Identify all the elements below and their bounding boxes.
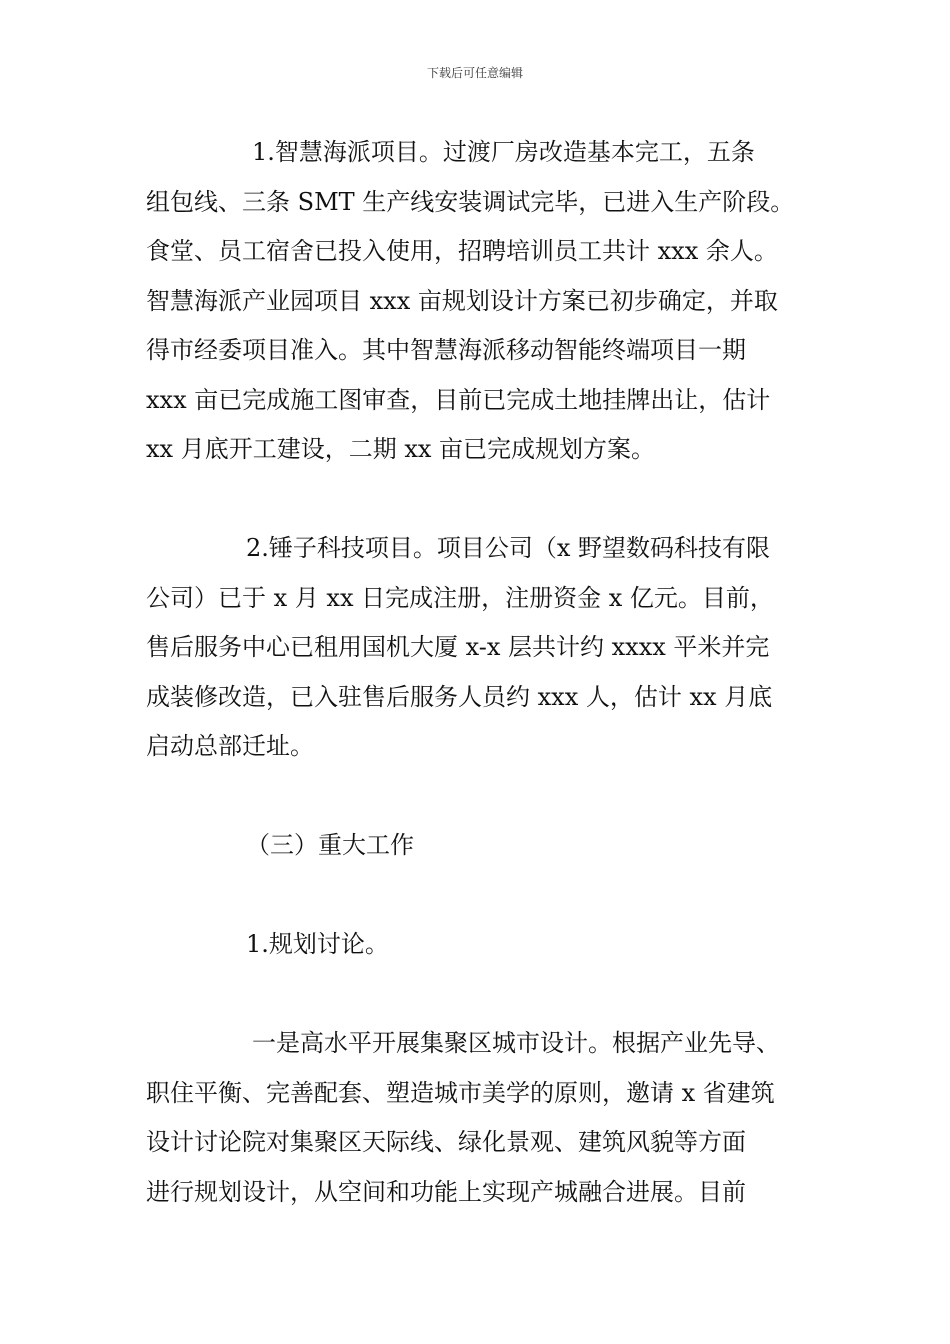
text-line: （三）重大工作 bbox=[246, 831, 414, 859]
page-header: 下载后可任意编辑 bbox=[426, 66, 523, 80]
text-line: 1.规划讨论。 bbox=[246, 930, 389, 958]
text-line: 1.智慧海派项目。过渡厂房改造基本完工，五条 bbox=[252, 138, 755, 166]
text-line: xxx 亩已完成施工图审查，目前已完成土地挂牌出让，估计 bbox=[146, 385, 771, 414]
text-line: 设计讨论院对集聚区天际线、绿化景观、建筑风貌等方面 bbox=[146, 1128, 746, 1156]
text-line: 一是高水平开展集聚区城市设计。根据产业先导、 bbox=[252, 1029, 780, 1057]
text-line: 智慧海派产业园项目 xxx 亩规划设计方案已初步确定，并取 bbox=[146, 286, 778, 315]
text-line: 2.锤子科技项目。项目公司（x 野望数码科技有限 bbox=[246, 534, 771, 562]
text-line: 成装修改造，已入驻售后服务人员约 xxx 人，估计 xx 月底 bbox=[146, 682, 773, 711]
text-line: 进行规划设计，从空间和功能上实现产城融合进展。目前 bbox=[146, 1177, 746, 1206]
text-line: 食堂、员工宿舍已投入使用，招聘培训员工共计 xxx 余人。 bbox=[146, 237, 778, 265]
text-line: xx 月底开工建设，二期 xx 亩已完成规划方案。 bbox=[146, 435, 656, 463]
text-line: 公司）已于 x 月 xx 日完成注册，注册资金 x 亿元。目前， bbox=[146, 583, 774, 612]
paragraph-spacer bbox=[146, 475, 836, 525]
paragraph-spacer bbox=[146, 871, 836, 921]
paragraph-spacer bbox=[146, 970, 836, 1020]
text-line: 售后服务中心已租用国机大厦 x-x 层共计约 xxxx 平米并完 bbox=[146, 633, 770, 661]
text-line: 组包线、三条 SMT 生产线安装调试完毕，已进入生产阶段。 bbox=[146, 187, 795, 216]
paragraph-urban-design bbox=[146, 1019, 836, 1217]
text-line: 职住平衡、完善配套、塑造城市美学的原则，邀请 x 省建筑 bbox=[146, 1078, 775, 1107]
section-heading-major-work bbox=[146, 821, 836, 871]
paragraph-haipai-project bbox=[146, 128, 836, 475]
paragraph-smartisan-project bbox=[146, 524, 836, 772]
document-body bbox=[146, 128, 836, 1217]
subheading-planning bbox=[146, 920, 836, 970]
paragraph-spacer bbox=[146, 772, 836, 822]
text-line: 得市经委项目准入。其中智慧海派移动智能终端项目一期 bbox=[146, 336, 746, 364]
text-line: 启动总部迁址。 bbox=[146, 732, 314, 760]
